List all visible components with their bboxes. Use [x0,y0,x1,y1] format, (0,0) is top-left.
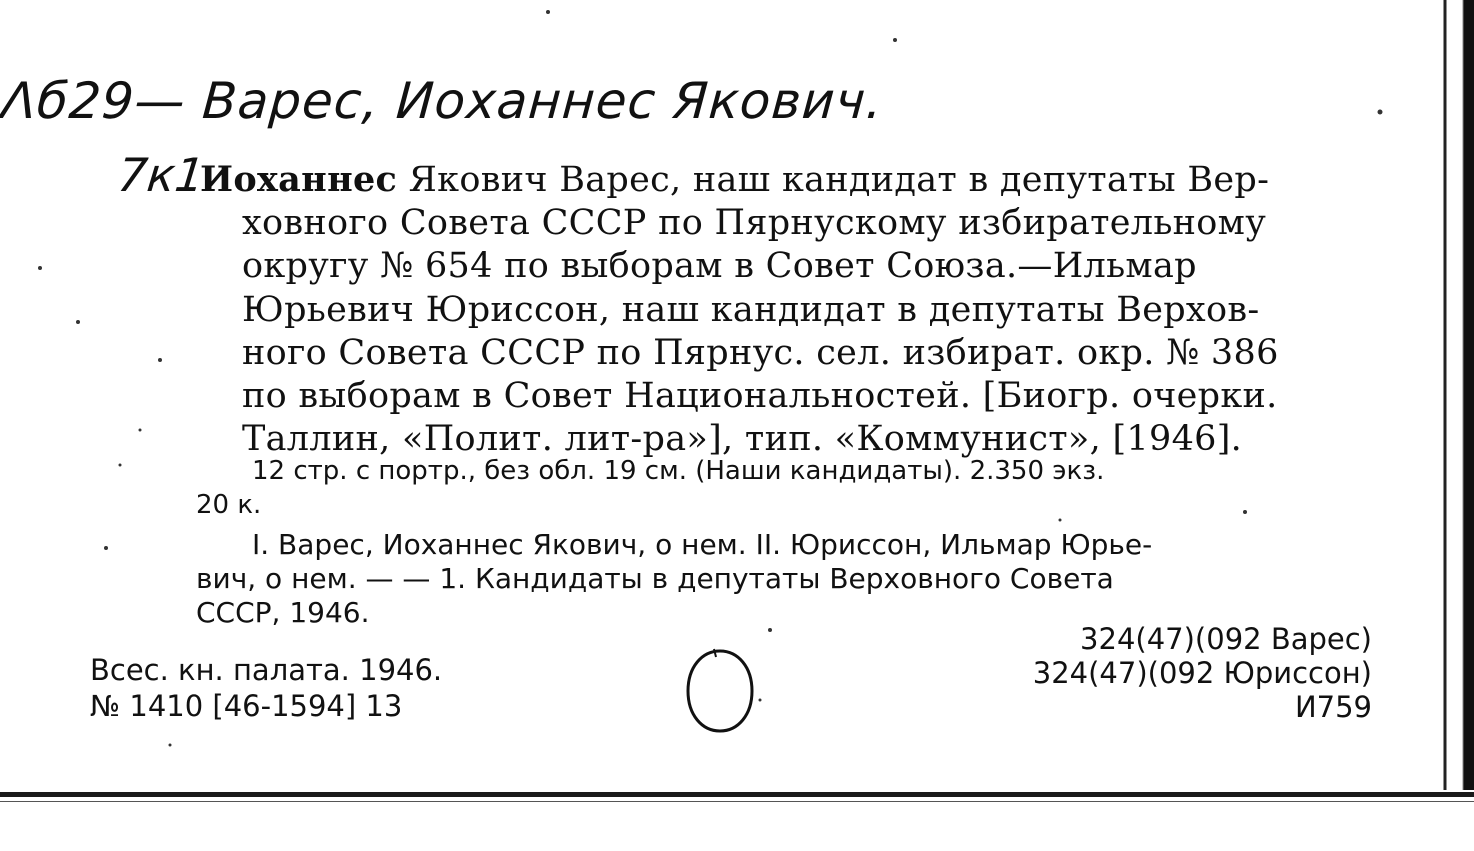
pub-line-1: 12 стр. с портр., без обл. 19 см. (Наши кандидаты). 2.350 экз. [252,456,1105,486]
physical-description [196,454,1372,522]
punch-hole-icon [680,645,760,737]
entry-line-6: по выборам в Совет Национальностей. [Биогр. очерки. [242,376,1278,417]
entry-line-4: Юрьевич Юриссон, наш кандидат в депутаты Верхов- [242,289,1260,330]
imprint-line-1: Всес. кн. палата. 1946. [90,653,443,687]
entry-line-1: Иоханнес Якович Варес, наш кандидат в депутаты Вер- [200,159,1270,200]
card-right-edge [1440,0,1474,790]
entry-heading: Иоханнес [200,159,398,200]
subject-tracing [196,528,1372,630]
tracing-line-3: СССР, 1946. [196,596,370,629]
classification-block [1033,622,1372,724]
class-line-3: И759 [1294,690,1372,724]
class-line-1: 324(47)(092 Варес) [1080,622,1372,656]
tracing-line-1: I. Варес, Иоханнес Якович, о нем. II. Юриссон, Ильмар Юрье- [252,528,1153,561]
entry-line-2: ховного Совета СССР по Пярнускому избирательному [242,203,1267,244]
card-bottom-edge [0,792,1474,851]
pub-line-2: 20 к. [196,490,262,520]
handwritten-heading: Λб29— Варес, Иоханнес Якович. [0,72,885,130]
imprint-block [90,652,442,724]
imprint-line-2: № 1410 [46-1594] 13 [90,689,403,723]
tracing-line-2: вич, о нем. — — 1. Кандидаты в депутаты Верховного Совета [196,562,1114,595]
class-line-2: 324(47)(092 Юриссон) [1032,656,1372,690]
bibliographic-entry [200,158,1370,461]
entry-line-3: округу № 654 по выборам в Совет Союза.—Ильмар [242,246,1197,287]
entry-line-7: Таллин, «Полит. лит-ра»], тип. «Коммунист», [1946]. [242,419,1243,460]
handwritten-number: 7к1 [115,148,208,202]
entry-line-5: ного Совета СССР по Пярнус. сел. избират. окр. № 386 [242,332,1279,373]
